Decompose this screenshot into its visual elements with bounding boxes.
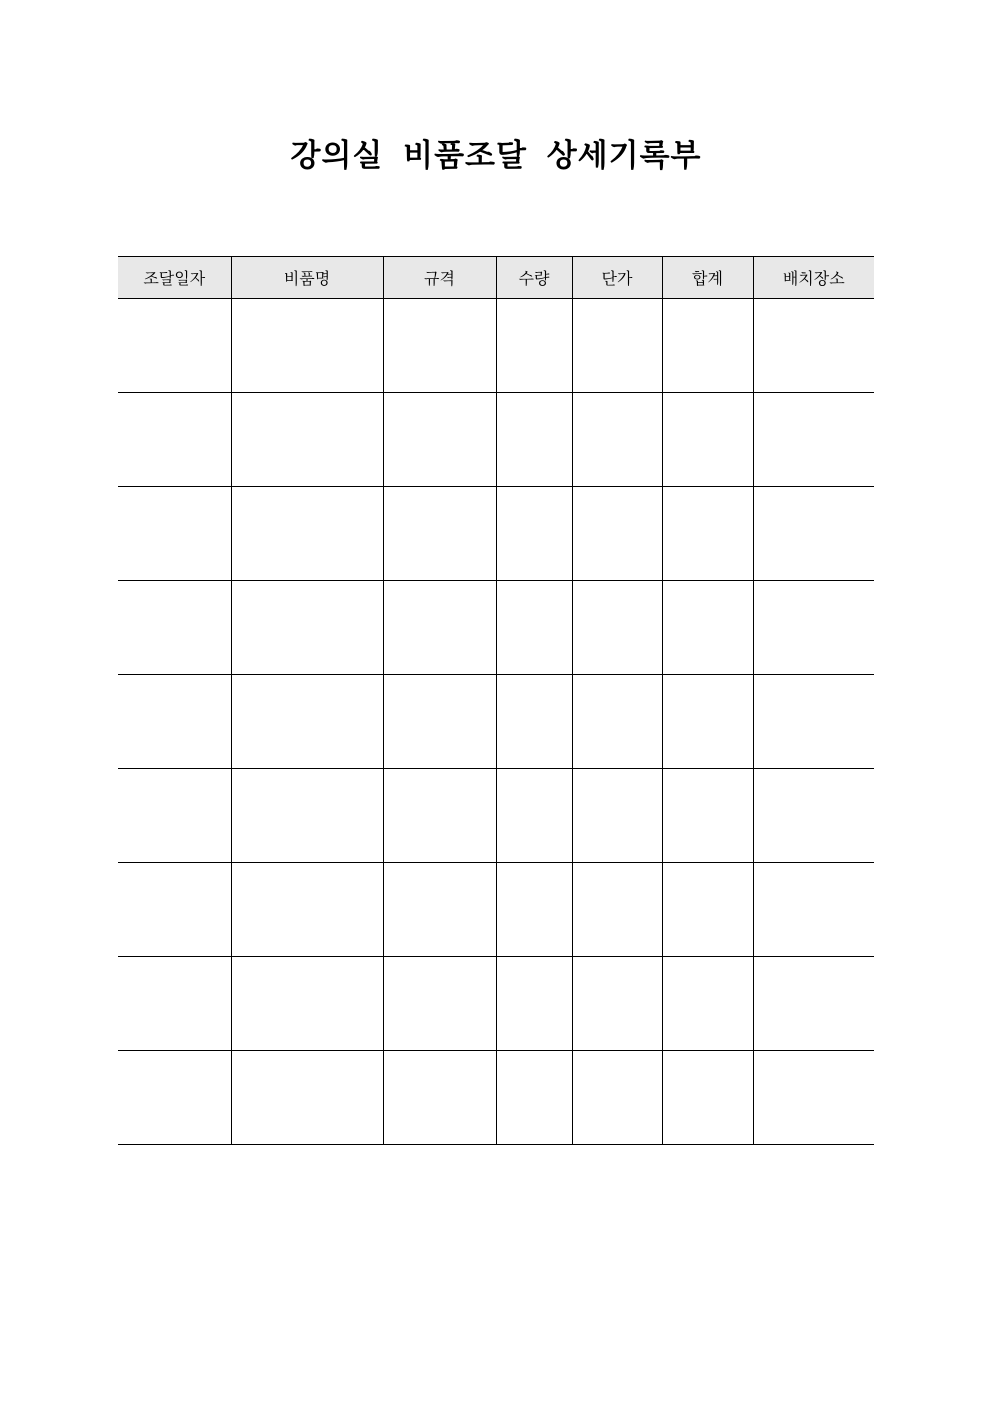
table-cell [383, 1051, 496, 1145]
table-cell [118, 675, 231, 769]
table-cell [662, 957, 753, 1051]
table-cell [662, 863, 753, 957]
header-row [118, 257, 874, 299]
table-cell [572, 675, 662, 769]
table-cell [231, 487, 383, 581]
table-cell [753, 957, 874, 1051]
table-cell [753, 581, 874, 675]
table-cell [753, 393, 874, 487]
table-cell [662, 769, 753, 863]
table-cell [572, 1051, 662, 1145]
table-cell [753, 299, 874, 393]
table-cell [231, 299, 383, 393]
table-cell [118, 769, 231, 863]
table-cell [662, 393, 753, 487]
table-cell [753, 675, 874, 769]
table-row [118, 957, 874, 1051]
table-cell [383, 769, 496, 863]
table-row [118, 769, 874, 863]
table-cell [383, 393, 496, 487]
header-total: 합계 [662, 257, 753, 299]
table-cell [496, 863, 572, 957]
procurement-record-table [118, 256, 874, 1145]
table-row [118, 393, 874, 487]
table-cell [383, 863, 496, 957]
table-cell [662, 487, 753, 581]
table-row [118, 675, 874, 769]
header-unit-price: 단가 [572, 257, 662, 299]
table-cell [572, 863, 662, 957]
table-cell [496, 769, 572, 863]
table-cell [753, 1051, 874, 1145]
header-quantity: 수량 [496, 257, 572, 299]
table-cell [118, 299, 231, 393]
table-cell [231, 1051, 383, 1145]
table-row [118, 487, 874, 581]
table-cell [383, 299, 496, 393]
table-row [118, 299, 874, 393]
table-cell [753, 487, 874, 581]
table-cell [383, 581, 496, 675]
table-cell [662, 675, 753, 769]
table-cell [231, 393, 383, 487]
table-cell [572, 581, 662, 675]
header-item-name: 비품명 [231, 257, 383, 299]
table-cell [231, 581, 383, 675]
table-cell [118, 581, 231, 675]
header-procurement-date: 조달일자 [118, 257, 231, 299]
table-cell [572, 487, 662, 581]
table-row [118, 863, 874, 957]
header-specification: 규격 [383, 257, 496, 299]
table-cell [753, 863, 874, 957]
table-cell [496, 957, 572, 1051]
table-cell [496, 1051, 572, 1145]
table-cell [383, 675, 496, 769]
table-cell [662, 1051, 753, 1145]
table-cell [496, 393, 572, 487]
table-row [118, 1051, 874, 1145]
table-cell [231, 863, 383, 957]
table-cell [662, 581, 753, 675]
table-cell [118, 957, 231, 1051]
header-placement-location: 배치장소 [753, 257, 874, 299]
table-cell [383, 487, 496, 581]
table-cell [231, 769, 383, 863]
table-cell [118, 1051, 231, 1145]
table-cell [572, 769, 662, 863]
table-cell [753, 769, 874, 863]
table-cell [496, 487, 572, 581]
table-cell [118, 393, 231, 487]
table-cell [496, 581, 572, 675]
table-cell [118, 863, 231, 957]
table-cell [118, 487, 231, 581]
table-row [118, 581, 874, 675]
table-cell [572, 299, 662, 393]
table-cell [662, 299, 753, 393]
table-cell [572, 393, 662, 487]
table-cell [231, 957, 383, 1051]
table-cell [496, 675, 572, 769]
table-cell [572, 957, 662, 1051]
page-title: 강의실 비품조달 상세기록부 [290, 138, 702, 174]
table-cell [496, 299, 572, 393]
table-cell [231, 675, 383, 769]
table-cell [383, 957, 496, 1051]
